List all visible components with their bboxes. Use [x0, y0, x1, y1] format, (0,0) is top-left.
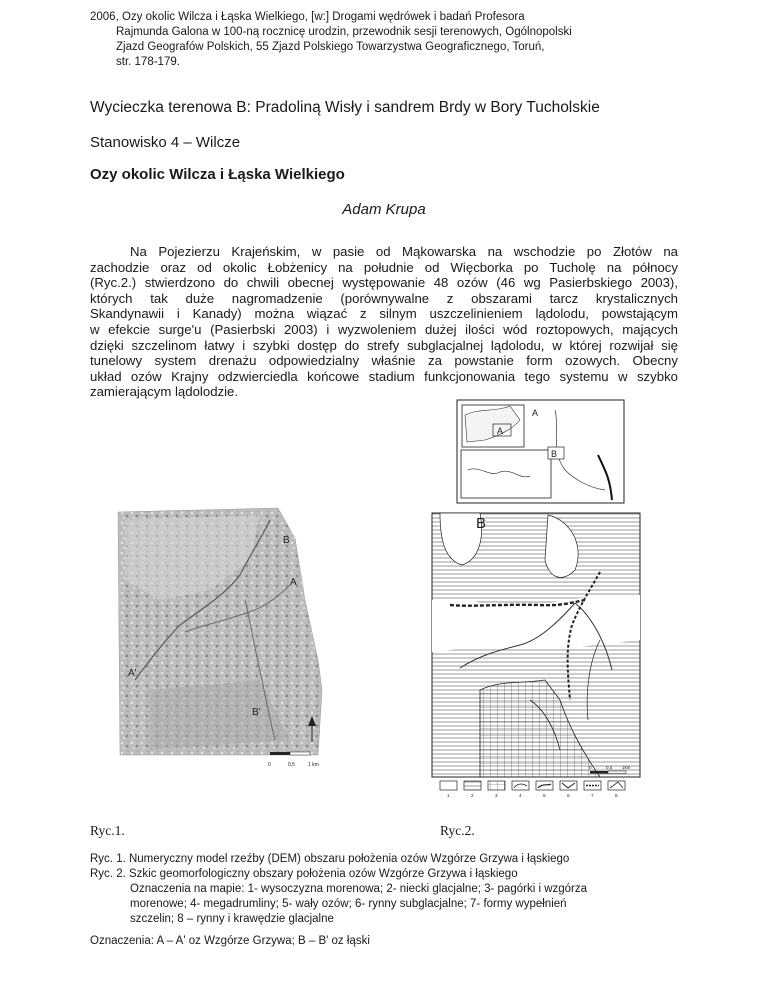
geomorph-label-b: B: [476, 515, 487, 532]
figure-captions: [90, 852, 730, 927]
dem-marker-b: B: [283, 535, 290, 546]
dem-scale-label: 0,5: [288, 762, 295, 768]
paragraph-line: dzięki szczelinom łatwy i szybki dostęp do strefy subglacjalnej lądolodu, w której rozwijał się: [90, 337, 678, 353]
citation-line: Zjazd Geografów Polskich, 55 Zjazd Polskiego Towarzystwa Geograficznego, Toruń,: [116, 41, 545, 53]
dem-marker-a-prime: A': [128, 668, 137, 679]
figure-1-label: Ryc.1.: [90, 823, 125, 838]
inset-label-a: A: [532, 408, 539, 418]
paragraph-line: zachodzie oraz od okolic Łobżenicy na południe od Więcborka po Tucholę na północy: [90, 259, 678, 275]
caption-line: morenowe; 4- megadrumliny; 5- wały ozów; 6- rynny subglacjalne; 7- formy wypełnień: [130, 898, 567, 910]
legend-number: 7: [591, 793, 594, 798]
paragraph-line: (Ryc.2.) stwierdzono do chwili obecnej występowanie 48 ozów (46 wg Pasierbskiego 2003),: [90, 275, 678, 291]
caption-line: Ryc. 1. Numeryczny model rzeźby (DEM) obszaru położenia ozów Wzgórze Grzywa i łąskiego: [90, 853, 570, 865]
legend-number: 1: [447, 793, 450, 798]
paragraph-line: zamierającym lądolodzie.: [90, 384, 239, 400]
dem-scale-label: 1 km: [308, 762, 319, 768]
dem-marker-a: A: [290, 577, 297, 588]
legend-number: 3: [495, 793, 498, 798]
caption-line: Oznaczenia na mapie: 1- wysoczyzna morenowa; 2- niecki glacjalne; 3- pagórki i wzgórza: [130, 883, 588, 895]
geomorph-legend: [440, 781, 625, 790]
figure-2-label: Ryc.2.: [440, 823, 475, 838]
geomorph-map: [432, 513, 640, 777]
paragraph-line: których tak duże nagromadzenie (porównywalne z obszarami tarcz krystalicznych: [90, 290, 678, 306]
geomorph-scale-label: 0: [589, 765, 592, 770]
legend-number: 6: [567, 793, 570, 798]
paragraph-line: Na Pojezierzu Krajeńskim, w pasie od Mąkowarska na wschodzie po Złotów na: [130, 244, 678, 259]
inset-label-b-box: B: [551, 449, 558, 459]
caption-line: szczelin; 8 – rynny i krawędzie glacjalne: [130, 913, 334, 925]
site-title: Stanowisko 4 – Wilcze: [90, 134, 241, 151]
dem-scale-bar: [270, 752, 310, 755]
dem-map: [118, 508, 322, 755]
paragraph-line: w efekcie surge'u (Pasierbski 2003) i wyzwoleniem dużej ilości wód roztopowych, mających: [90, 321, 678, 337]
dem-scale-label: 0: [268, 762, 271, 768]
caption-line: Ryc. 2. Szkic geomorfologiczny obszary położenia ozów Wzgórze Grzywa i łąskiego: [90, 868, 518, 880]
paragraph-line: tunelowy system drenażu odpowiedzialny właśnie za powstanie form ozowych. Obecny: [90, 353, 678, 369]
trip-title: Wycieczka terenowa B: Pradoliną Wisły i sandrem Brdy w Bory Tucholskie: [90, 99, 600, 116]
legend-number: 8: [615, 793, 618, 798]
article-title: Ozy okolic Wilcza i Łąska Wielkiego: [90, 166, 345, 183]
geomorph-scale-bar: [590, 771, 626, 774]
author-name: Adam Krupa: [342, 201, 426, 218]
paragraph-line: Skandynawii i Kanady) można wiązać z silnym uszczelinieniem lądolodu, powstającym: [90, 306, 678, 322]
marker-legend-note: Oznaczenia: A – A' oz Wzgórze Grzywa; B – B' oz łąski: [90, 935, 370, 947]
inset-label-a-box: A: [497, 426, 504, 436]
legend-number: 2: [471, 793, 474, 798]
paragraph-line: układ ozów Krajny odzwierciedla końcowe stadium funkcjonowania tego systemu w szybko: [90, 368, 678, 384]
citation-line: 2006, Ozy okolic Wilcza i Łąska Wielkiego, [w:] Drogami wędrówek i badań Profesora: [90, 11, 525, 23]
legend-number: 4: [519, 793, 522, 798]
citation-line: Rajmunda Galona w 100-ną rocznicę urodzin, przewodnik sesji terenowych, Ogólnopolski: [116, 26, 572, 38]
geomorph-scale-label: 0,5: [606, 765, 613, 770]
inset-map: [457, 400, 624, 503]
geomorph-scale-label: 1km: [622, 765, 631, 770]
citation-line: str. 178-179.: [116, 56, 180, 68]
legend-number: 5: [543, 793, 546, 798]
dem-marker-b-prime: B': [252, 707, 261, 718]
